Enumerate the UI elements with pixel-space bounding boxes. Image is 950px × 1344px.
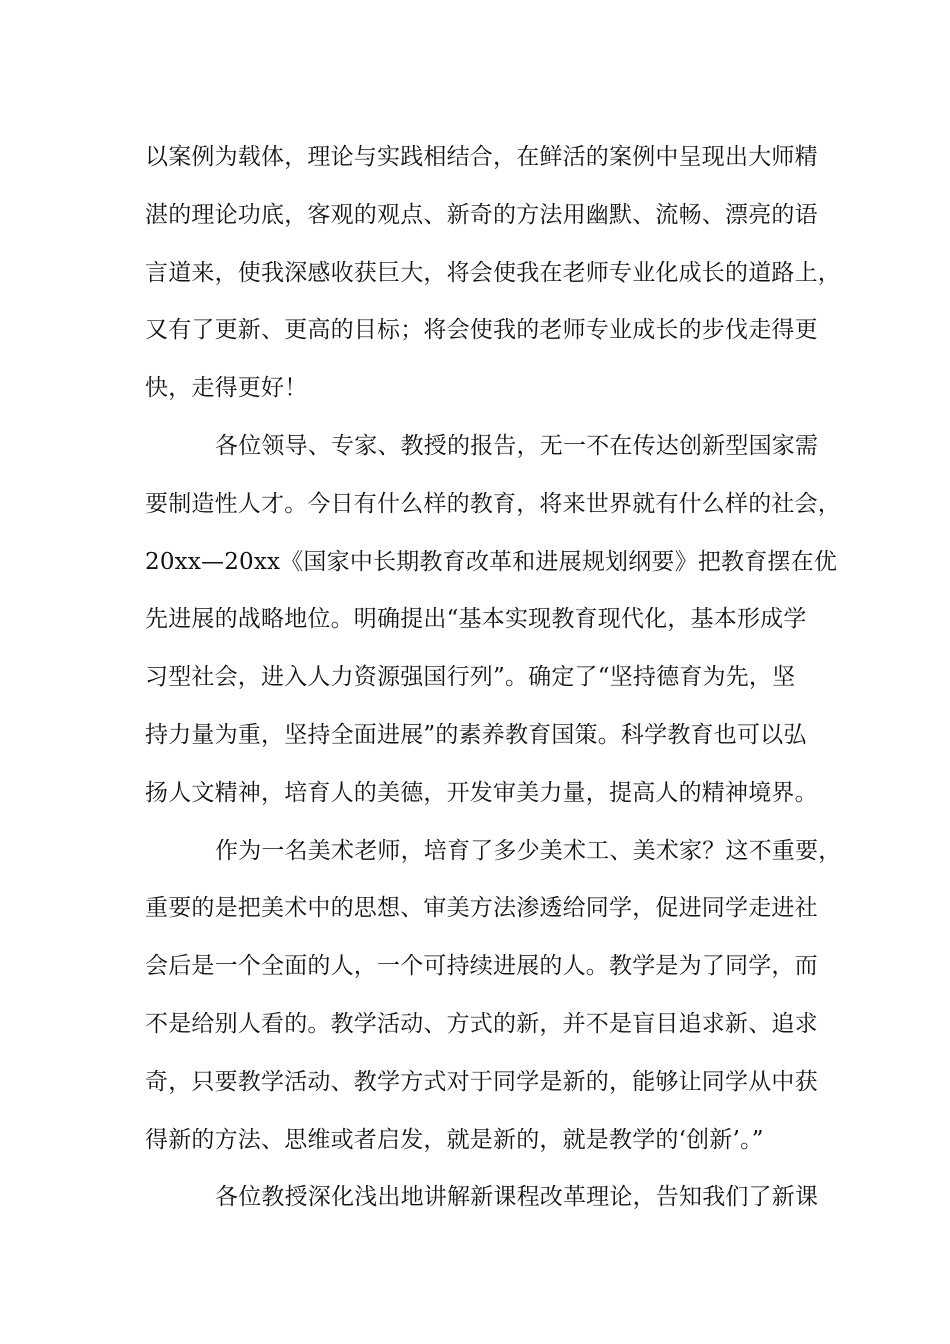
paragraph bbox=[145, 1169, 825, 1227]
text-line: 习型社会，进入人力资源强国行列”。确定了“坚持德育为先，坚 bbox=[145, 664, 796, 691]
text-line: 以案例为载体，理论与实践相结合，在鲜活的案例中呈现出大师精 bbox=[145, 144, 818, 170]
text-line: 得新的方法、思维或者启发，就是新的，就是教学的‘创新’。” bbox=[145, 1126, 764, 1153]
text-line: 言道来，使我深感收获巨大，将会使我在老师专业化成长的道路上， bbox=[145, 259, 841, 286]
text-line: 20xx—20xx《国家中长期教育改革和进展规划纲要》把教育摆在优 bbox=[145, 548, 838, 575]
text-line: 持力量为重，坚持全面进展”的素养教育国策。科学教育也可以弘 bbox=[145, 721, 807, 748]
text-line: 快，走得更好！ bbox=[145, 375, 308, 402]
paragraph bbox=[145, 823, 842, 1170]
text-line: 奇，只要教学活动、教学方式对于同学是新的，能够让同学从中获 bbox=[145, 1068, 818, 1095]
text-line: 先进展的战略地位。明确提出“基本实现教育现代化，基本形成学 bbox=[145, 606, 807, 633]
text-line: 扬人文精神，培育人的美德，开发审美力量，提高人的精神境界。 bbox=[145, 779, 818, 806]
text-line: 不是给别人看的。教学活动、方式的新，并不是盲目追求新、追求 bbox=[145, 1010, 818, 1037]
text-line: 各位领导、专家、教授的报告，无一不在传达创新型国家需 bbox=[215, 432, 819, 459]
text-line: 重要的是把美术中的思想、审美方法渗透给同学，促进同学走进社 bbox=[145, 895, 818, 922]
text-line: 湛的理论功底，客观的观点、新奇的方法用幽默、流畅、漂亮的语 bbox=[145, 201, 818, 228]
text-line: 要制造性人才。今日有什么样的教育，将来世界就有什么样的社会， bbox=[145, 490, 841, 517]
text-line: 作为一名美术老师，培育了多少美术工、美术家？这不重要， bbox=[215, 837, 842, 864]
text-line: 会后是一个全面的人，一个可持续进展的人。教学是为了同学，而 bbox=[145, 953, 818, 980]
text-line: 又有了更新、更高的目标；将会使我的老师专业成长的步伐走得更 bbox=[145, 317, 818, 344]
paragraph bbox=[145, 129, 841, 418]
document-body bbox=[145, 129, 842, 1227]
text-line: 各位教授深化浅出地讲解新课程改革理论，告知我们了新课 bbox=[215, 1184, 819, 1211]
paragraph bbox=[145, 418, 841, 823]
